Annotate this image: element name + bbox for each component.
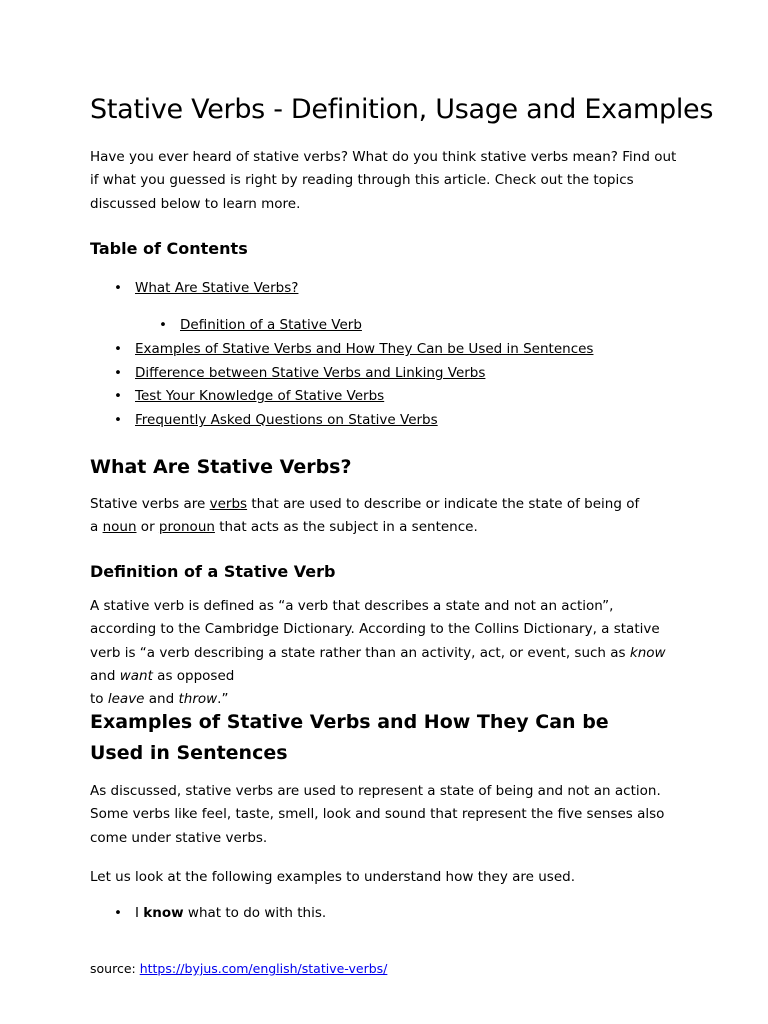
- example-item: • I know what to do with this.: [135, 905, 326, 921]
- what-heading: What Are Stative Verbs?: [90, 456, 352, 478]
- toc-link-faq[interactable]: Frequently Asked Questions on Stative Verbs: [135, 412, 438, 428]
- what-paragraph: Stative verbs are verbs that are used to describe or indicate the state of being of a noun or pronoun that acts as the subject in a sentence.: [90, 496, 640, 536]
- toc-heading: Table of Contents: [90, 239, 248, 258]
- toc-item: [180, 317, 362, 333]
- page-title: Stative Verbs - Definition, Usage and Examples: [90, 94, 714, 125]
- toc-item: [135, 388, 384, 404]
- toc-link-test[interactable]: Test Your Knowledge of Stative Verbs: [135, 388, 385, 404]
- toc-item: [135, 341, 593, 357]
- toc-link-difference[interactable]: Difference between Stative Verbs and Linking Verbs: [135, 365, 486, 381]
- definition-heading: Definition of a Stative Verb: [90, 562, 336, 581]
- definition-paragraph: A stative verb is defined as “a verb that describes a state and not an action”, according to the Cambridge Dictionary. According to the Collins Dictionary, a stative verb is “a verb describing a state rather than an activity, act, or event, such as know and want as opposed to leave and throw.”: [90, 598, 666, 708]
- intro-paragraph: Have you ever heard of stative verbs? What do you think stative verbs mean? Find out if what you guessed is right by reading through this article. Check out the topics discussed below to learn more.: [90, 149, 677, 212]
- toc-item: [135, 365, 485, 381]
- toc-link-examples[interactable]: Examples of Stative Verbs and How They Can be Used in Sentences: [135, 341, 594, 357]
- toc-item: [135, 280, 298, 296]
- toc-link-what-are[interactable]: What Are Stative Verbs?: [135, 280, 299, 296]
- source-line: source: https://byjus.com/english/stative-verbs/: [90, 961, 388, 976]
- examples-heading: Examples of Stative Verbs and How They Can be Used in Sentences: [90, 711, 609, 764]
- source-link[interactable]: https://byjus.com/english/stative-verbs/: [139, 961, 388, 976]
- toc-item: [135, 412, 438, 428]
- toc-link-definition[interactable]: Definition of a Stative Verb: [180, 317, 362, 333]
- link-noun[interactable]: noun: [102, 519, 137, 536]
- examples-paragraph: As discussed, stative verbs are used to represent a state of being and not an action. Some verbs like feel, taste, smell, look and sound that represent the five senses also come under stative verbs.: [90, 783, 665, 846]
- examples-lead: Let us look at the following examples to understand how they are used.: [90, 869, 576, 885]
- link-pronoun[interactable]: pronoun: [158, 519, 215, 536]
- link-verbs[interactable]: verbs: [209, 496, 248, 512]
